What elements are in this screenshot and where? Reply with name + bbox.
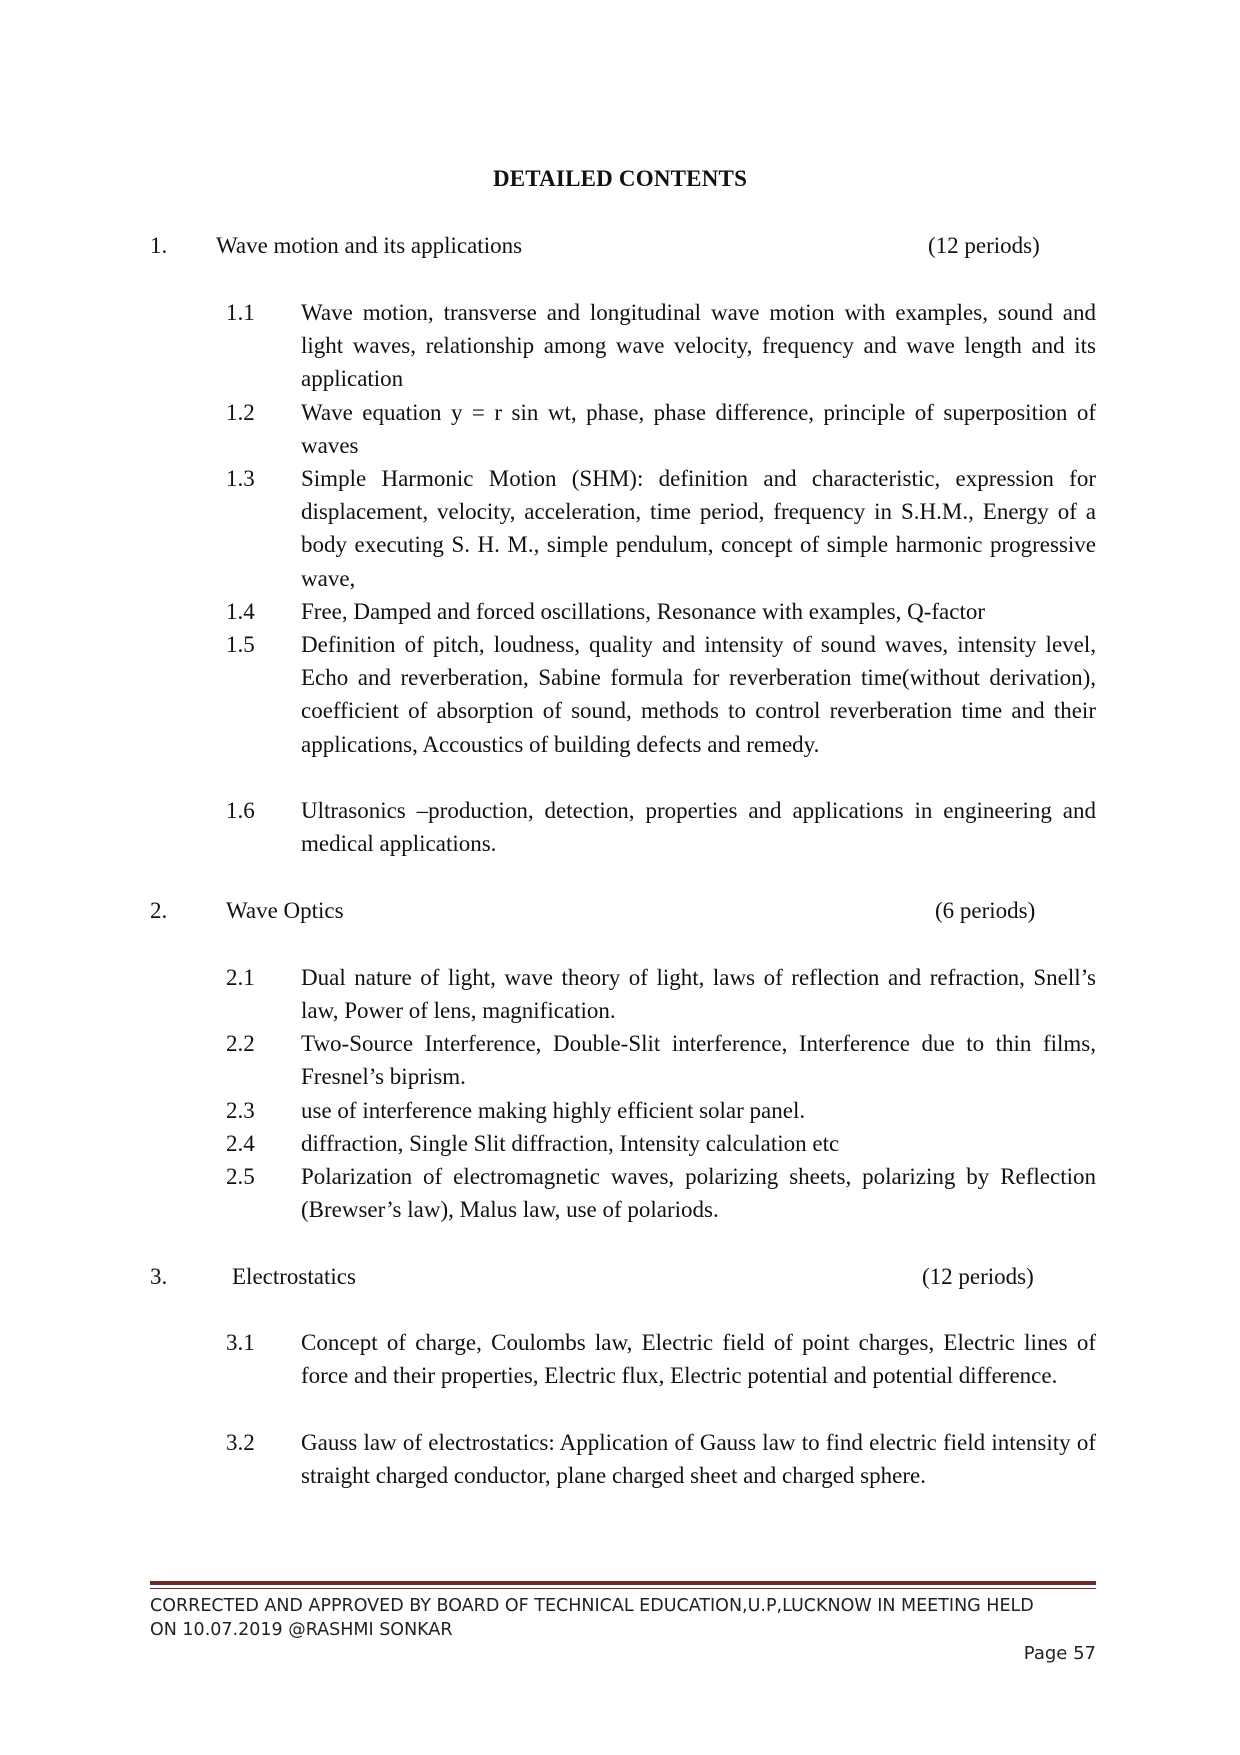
item-text: Free, Damped and forced oscillations, Resonance with examples, Q-factor bbox=[301, 599, 986, 624]
list-item bbox=[226, 462, 1096, 595]
section-title: Electrostatics bbox=[232, 1264, 356, 1289]
section-number: 3. bbox=[150, 1264, 168, 1289]
list-item bbox=[226, 396, 1096, 462]
item-number: 1.2 bbox=[226, 400, 255, 425]
item-number: 1.6 bbox=[226, 798, 255, 823]
list-item bbox=[226, 1426, 1096, 1492]
item-number: 2.4 bbox=[226, 1131, 255, 1156]
item-text: Concept of charge, Coulombs law, Electric field of point charges, Electric lines of force and their properties, Electric flux, Electric potential and potential difference. bbox=[301, 1330, 1096, 1389]
footer-line-1: CORRECTED AND APPROVED BY BOARD OF TECHNICAL EDUCATION,U.P,LUCKNOW IN MEETING HELD bbox=[150, 1596, 1034, 1616]
item-text: Polarization of electromagnetic waves, polarizing sheets, polarizing by Reflection (Brewser’s law), Malus law, use of polariods. bbox=[301, 1164, 1096, 1223]
section-heading-1 bbox=[150, 229, 1050, 263]
footer-divider-thin bbox=[150, 1588, 1096, 1589]
section-number: 1. bbox=[150, 233, 168, 258]
item-text: Simple Harmonic Motion (SHM): definition and characteristic, expression for displacement, velocity, acceleration, time period, frequency in S.H.M., Energy of a body executing S. H. M., simple pendulum, concept of simple harmonic progressive wave, bbox=[301, 466, 1096, 591]
item-text: Dual nature of light, wave theory of light, laws of reflection and refraction, Snell’s law, Power of lens, magnification. bbox=[301, 965, 1096, 1024]
list-item bbox=[226, 1094, 1096, 1127]
list-item bbox=[226, 1326, 1096, 1392]
item-number: 1.1 bbox=[226, 300, 255, 325]
section-title: Wave motion and its applications bbox=[216, 233, 523, 258]
section-title: Wave Optics bbox=[226, 898, 344, 923]
section-heading-3 bbox=[150, 1260, 1050, 1294]
item-text: Gauss law of electrostatics: Application of Gauss law to find electric field intensity of straight charged conductor, plane charged sheet and charged sphere. bbox=[301, 1430, 1096, 1489]
list-item bbox=[226, 961, 1096, 1027]
list-item bbox=[226, 794, 1096, 860]
item-number: 2.3 bbox=[226, 1098, 255, 1123]
section-periods: (12 periods) bbox=[922, 1264, 1034, 1289]
list-item bbox=[226, 595, 1096, 628]
section-periods: (12 periods) bbox=[928, 233, 1040, 258]
page-heading: DETAILED CONTENTS bbox=[492, 166, 748, 191]
item-number: 2.5 bbox=[226, 1164, 255, 1189]
item-number: 3.1 bbox=[226, 1330, 255, 1355]
item-number: 2.1 bbox=[226, 965, 255, 990]
list-item bbox=[226, 628, 1096, 761]
item-number: 3.2 bbox=[226, 1430, 255, 1455]
item-text: Wave equation y = r sin wt, phase, phase difference, principle of superposition of waves bbox=[301, 400, 1096, 459]
list-item bbox=[226, 1027, 1096, 1093]
footer-text bbox=[150, 1594, 1096, 1642]
page-number: Page 57 bbox=[1023, 1643, 1096, 1664]
item-number: 2.2 bbox=[226, 1031, 255, 1056]
footer-divider bbox=[150, 1581, 1096, 1585]
item-text: Two-Source Interference, Double-Slit interference, Interference due to thin films, Fresnel’s biprism. bbox=[301, 1031, 1096, 1090]
item-text: diffraction, Single Slit diffraction, Intensity calculation etc bbox=[301, 1131, 840, 1156]
item-number: 1.4 bbox=[226, 599, 255, 624]
list-item bbox=[226, 296, 1096, 396]
item-text: Wave motion, transverse and longitudinal wave motion with examples, sound and light waves, relationship among wave velocity, frequency and wave length and its application bbox=[301, 300, 1096, 392]
item-number: 1.3 bbox=[226, 466, 255, 491]
section-heading-2 bbox=[150, 894, 1050, 928]
item-number: 1.5 bbox=[226, 632, 255, 657]
item-text: Definition of pitch, loudness, quality and intensity of sound waves, intensity level, Echo and reverberation, Sabine formula for reverberation time(without derivation), coefficient of absorption of sound, methods to control reverberation time and their applications, Accoustics of building defects and remedy. bbox=[301, 632, 1096, 757]
item-text: Ultrasonics –production, detection, properties and applications in engineering and medical applications. bbox=[301, 798, 1096, 857]
list-item bbox=[226, 1160, 1096, 1226]
section-periods: (6 periods) bbox=[935, 898, 1036, 923]
footer-line-2: ON 10.07.2019 @RASHMI SONKAR bbox=[150, 1620, 453, 1640]
item-text: use of interference making highly efficient solar panel. bbox=[301, 1098, 806, 1123]
list-item bbox=[226, 1127, 1096, 1160]
section-number: 2. bbox=[150, 898, 168, 923]
